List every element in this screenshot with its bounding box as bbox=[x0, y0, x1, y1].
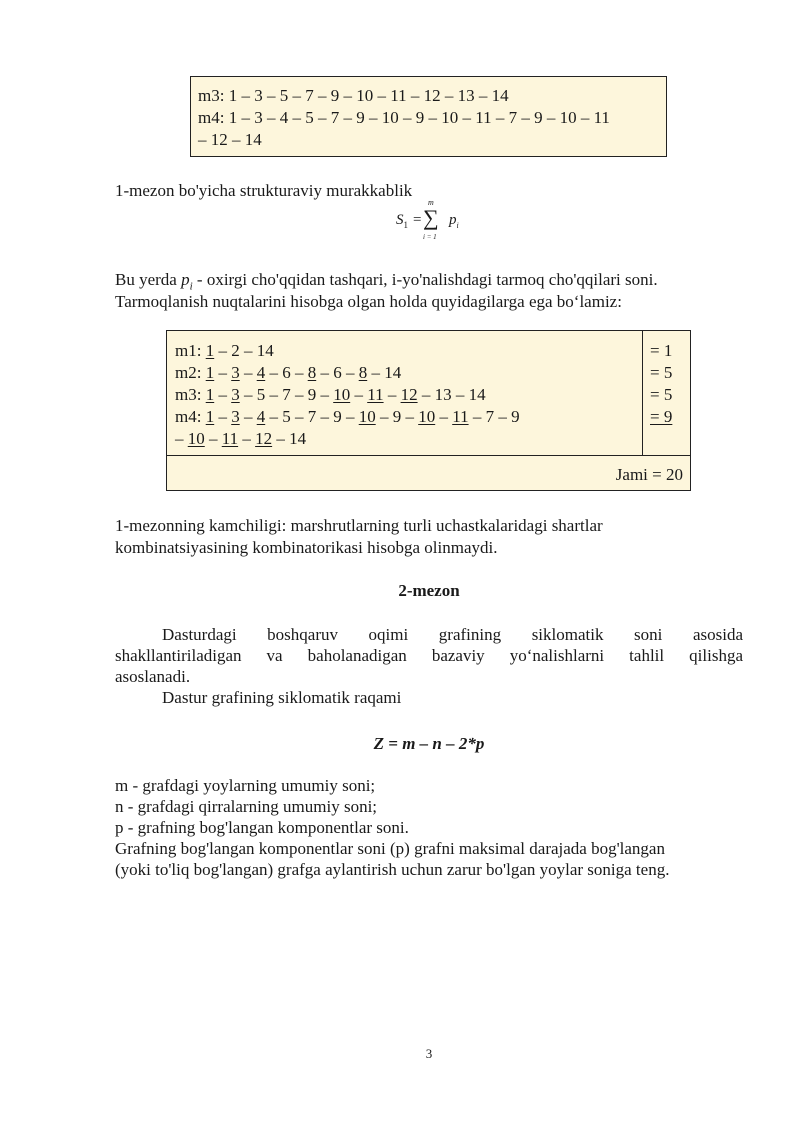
route-segment: – 2 – 14 bbox=[214, 341, 274, 360]
formula-structural-complexity bbox=[396, 198, 476, 242]
explanation-line2: Tarmoqlanish nuqtalarini hisobga olgan holda quyidagilarga ega bo‘lamiz: bbox=[115, 292, 622, 311]
branch-node: 1 bbox=[205, 341, 215, 360]
branch-node: 8 bbox=[307, 363, 317, 382]
table-total: Jami = 20 bbox=[615, 465, 683, 484]
branch-node: 1 bbox=[205, 363, 215, 382]
definitions bbox=[115, 775, 669, 880]
connected-components-line2: (yoki to'liq bog'langan) grafga aylantirish uchun zarur bo'lgan yoylar soniga teng. bbox=[115, 860, 670, 879]
route-label: m1: bbox=[175, 341, 206, 360]
route-segment: – bbox=[214, 407, 232, 426]
branch-node: 10 bbox=[187, 429, 205, 448]
route-results bbox=[650, 340, 672, 428]
route-row bbox=[175, 384, 520, 406]
route-segment: – bbox=[383, 385, 401, 404]
route-count-table bbox=[166, 330, 691, 491]
route-row bbox=[175, 406, 520, 428]
route-m3-line: m3: 1 – 3 – 5 – 7 – 9 – 10 – 11 – 12 – 13 – 14 bbox=[198, 86, 509, 105]
route-segment: – bbox=[214, 363, 232, 382]
branch-node: 3 bbox=[231, 385, 240, 404]
definition-m: m - grafdagi yoylarning umumiy soni; bbox=[115, 776, 376, 795]
route-row bbox=[175, 340, 520, 362]
route-row bbox=[175, 428, 520, 450]
top-route-box bbox=[190, 76, 667, 157]
branch-node: 8 bbox=[358, 363, 368, 382]
para1-line1: Dasturdagi boshqaruv oqimi grafining siklomatik soni asosida bbox=[162, 625, 743, 644]
para2: Dastur grafining siklomatik raqami bbox=[162, 688, 402, 707]
route-m4-continuation: – 12 – 14 bbox=[198, 130, 262, 149]
branch-node: 1 bbox=[205, 385, 215, 404]
definition-p: p - grafning bog'langan komponentlar soni. bbox=[115, 818, 409, 837]
route-segment: – 6 – bbox=[316, 363, 359, 382]
route-segment: – bbox=[214, 385, 232, 404]
criterion2-heading: 2-mezon bbox=[398, 581, 460, 600]
route-label: m3: bbox=[175, 385, 206, 404]
branch-node: 12 bbox=[400, 385, 418, 404]
result-m1: = 1 bbox=[650, 341, 673, 360]
result-m4: = 9 bbox=[650, 407, 673, 426]
route-label: m2: bbox=[175, 363, 206, 382]
route-segment: – 9 – bbox=[375, 407, 419, 426]
branch-node: 3 bbox=[231, 407, 240, 426]
branch-node: 10 bbox=[418, 407, 436, 426]
route-segment: – 5 – 7 – 9 – bbox=[239, 385, 334, 404]
route-segment: – bbox=[239, 407, 257, 426]
branch-node: 10 bbox=[333, 385, 351, 404]
branch-node: 1 bbox=[205, 407, 215, 426]
formula-term: $p_i$ bbox=[449, 212, 459, 230]
route-segment: – bbox=[350, 385, 368, 404]
page-number: 3 bbox=[425, 1046, 433, 1061]
branch-node: 4 bbox=[256, 363, 266, 382]
branch-node: 3 bbox=[231, 363, 240, 382]
route-segment: – 14 bbox=[272, 429, 307, 448]
route-segment: – 6 – bbox=[265, 363, 308, 382]
route-segment: – bbox=[239, 363, 257, 382]
table-horizontal-divider bbox=[167, 455, 690, 456]
route-segment: – bbox=[175, 429, 188, 448]
route-segment: – bbox=[204, 429, 222, 448]
para1-line2: shakllantiriladigan va baholanadigan bazaviy yo‘nalishlarni tahlil qilishga bbox=[115, 646, 743, 665]
table-vertical-divider bbox=[642, 331, 643, 455]
formula-lower-limit: i = 1 bbox=[423, 233, 437, 241]
branch-node: 11 bbox=[221, 429, 239, 448]
route-rows bbox=[175, 340, 520, 450]
formula-upper-limit: m bbox=[428, 198, 434, 207]
route-segment: – 13 – 14 bbox=[417, 385, 486, 404]
branch-node: 12 bbox=[255, 429, 273, 448]
branch-node: 10 bbox=[358, 407, 376, 426]
formula-equals: = bbox=[413, 212, 422, 228]
explanation-line1: Bu yerda $p_i$ - oxirgi cho'qqidan tashqari, i-yo'nalishdagi tarmoq cho'qqilari soni. bbox=[115, 270, 658, 293]
route-segment: – 5 – 7 – 9 – bbox=[265, 407, 359, 426]
route-row bbox=[175, 362, 520, 384]
criterion1-label: 1-mezon bo'yicha strukturaviy murakkablik bbox=[115, 181, 413, 200]
route-label: m4: bbox=[175, 407, 206, 426]
branch-node: 11 bbox=[367, 385, 384, 404]
branch-node: 11 bbox=[452, 407, 469, 426]
para1-line3: asoslanadi. bbox=[115, 667, 191, 686]
route-segment: – bbox=[435, 407, 453, 426]
drawback-line2: kombinatsiyasining kombinatorikasi hisobga olinmaydi. bbox=[115, 538, 498, 557]
result-m2: = 5 bbox=[650, 363, 673, 382]
route-segment: – 7 – 9 bbox=[468, 407, 520, 426]
sigma-icon: ∑ bbox=[423, 205, 439, 230]
connected-components-line1: Grafning bog'langan komponentlar soni (p) grafni maksimal darajada bog'langan bbox=[115, 839, 665, 858]
branch-node: 4 bbox=[256, 407, 266, 426]
route-segment: – bbox=[238, 429, 256, 448]
route-m4-line: m4: 1 – 3 – 4 – 5 – 7 – 9 – 10 – 9 – 10 – 11 – 7 – 9 – 10 – 11 bbox=[198, 108, 610, 127]
result-m3: = 5 bbox=[650, 385, 673, 404]
cyclomatic-formula: Z = m – n – 2*p bbox=[373, 734, 485, 753]
formula-lhs: $S_1$ bbox=[396, 212, 408, 230]
route-segment: – 14 bbox=[367, 363, 402, 382]
drawback-line1: 1-mezonning kamchiligi: marshrutlarning turli uchastkalaridagi shartlar bbox=[115, 516, 603, 535]
definition-n: n - grafdagi qirralarning umumiy soni; bbox=[115, 797, 378, 816]
